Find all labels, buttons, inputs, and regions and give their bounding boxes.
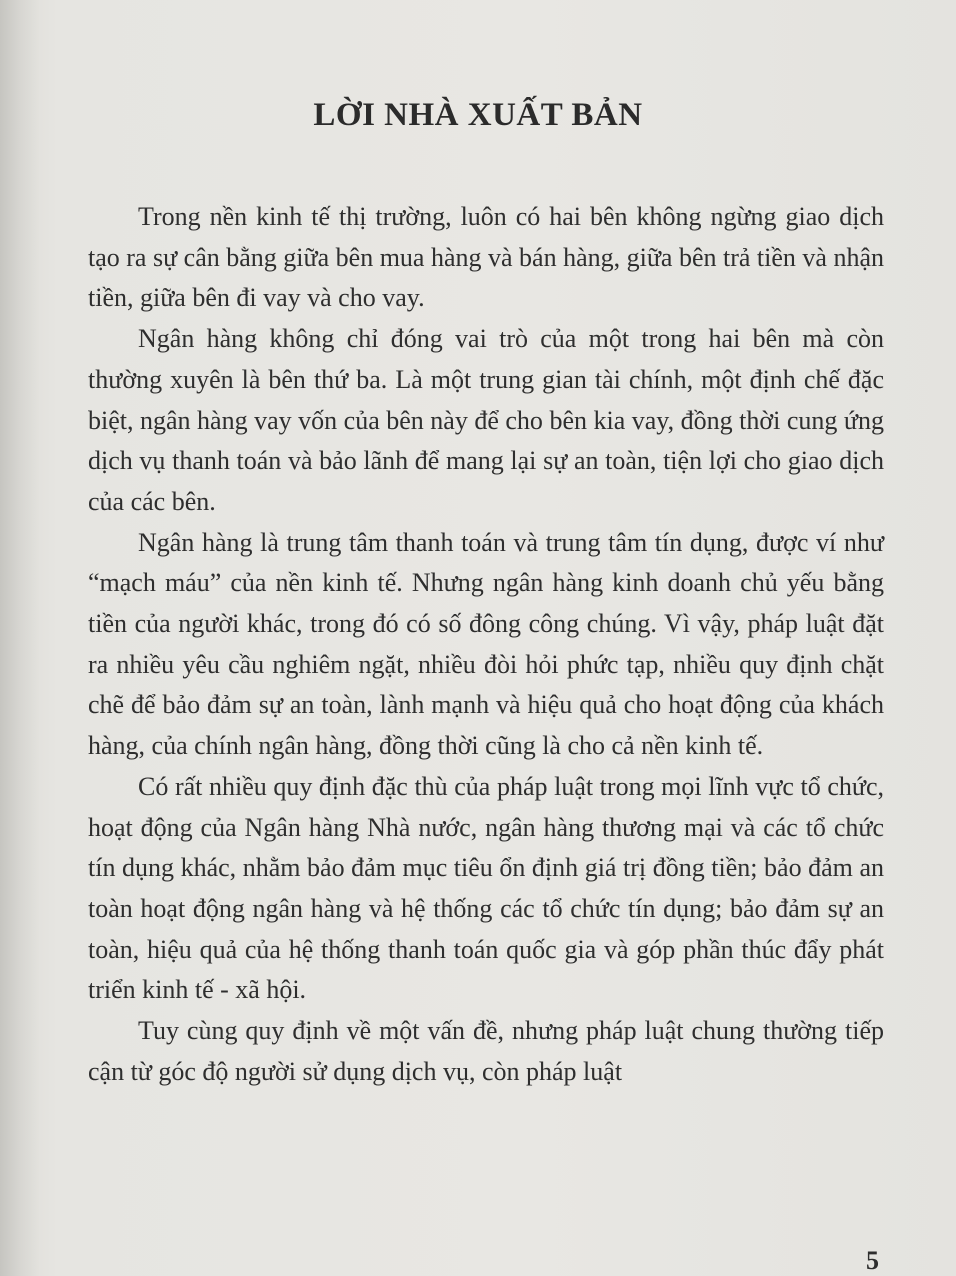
paragraph: Ngân hàng là trung tâm thanh toán và trung tâm tín dụng, được ví như “mạch máu” của nền kinh tế. Nhưng ngân hàng kinh doanh chủ yếu bằng tiền của người khác, trong đó có số đông công chúng. Vì vậy, pháp luật đặt ra nhiều yêu cầu nghiêm ngặt, nhiều đòi hỏi phức tạp, nhiều quy định chặt chẽ để bảo đảm sự an toàn, lành mạnh và hiệu quả cho hoạt động của khách hàng, của chính ngân hàng, đồng thời cũng là cho cả nền kinh tế.	[88, 527, 884, 761]
binding-shadow	[0, 0, 40, 1276]
page-number: 5	[866, 1246, 879, 1275]
paragraph: Có rất nhiều quy định đặc thù của pháp luật trong mọi lĩnh vực tổ chức, hoạt động của Ngân hàng Nhà nước, ngân hàng thương mại và các tổ chức tín dụng khác, nhằm bảo đảm mục tiêu ổn định giá trị đồng tiền; bảo đảm an toàn hoạt động ngân hàng và hệ thống các tổ chức tín dụng; bảo đảm sự an toàn, hiệu quả của hệ thống thanh toán quốc gia và góp phần thúc đẩy phát triển kinh tế - xã hội.	[88, 771, 884, 1005]
paragraph: Tuy cùng quy định về một vấn đề, nhưng pháp luật chung thường tiếp cận từ góc độ người sử dụng dịch vụ, còn pháp luật	[88, 1016, 884, 1086]
paragraph: Trong nền kinh tế thị trường, luôn có hai bên không ngừng giao dịch tạo ra sự cân bằng giữa bên mua hàng và bán hàng, giữa bên trả tiền và nhận tiền, giữa bên đi vay và cho vay.	[88, 202, 884, 313]
paragraph: Ngân hàng không chỉ đóng vai trò của một trong hai bên mà còn thường xuyên là bên thứ ba. Là một trung gian tài chính, một định chế đặc biệt, ngân hàng vay vốn của bên này để cho bên kia vay, đồng thời cung ứng dịch vụ thanh toán và bảo lãnh để mang lại sự an toàn, tiện lợi cho giao dịch của các bên.	[88, 324, 884, 516]
page-title: LỜI NHÀ XUẤT BẢN	[313, 97, 643, 133]
body-text	[88, 197, 884, 1092]
